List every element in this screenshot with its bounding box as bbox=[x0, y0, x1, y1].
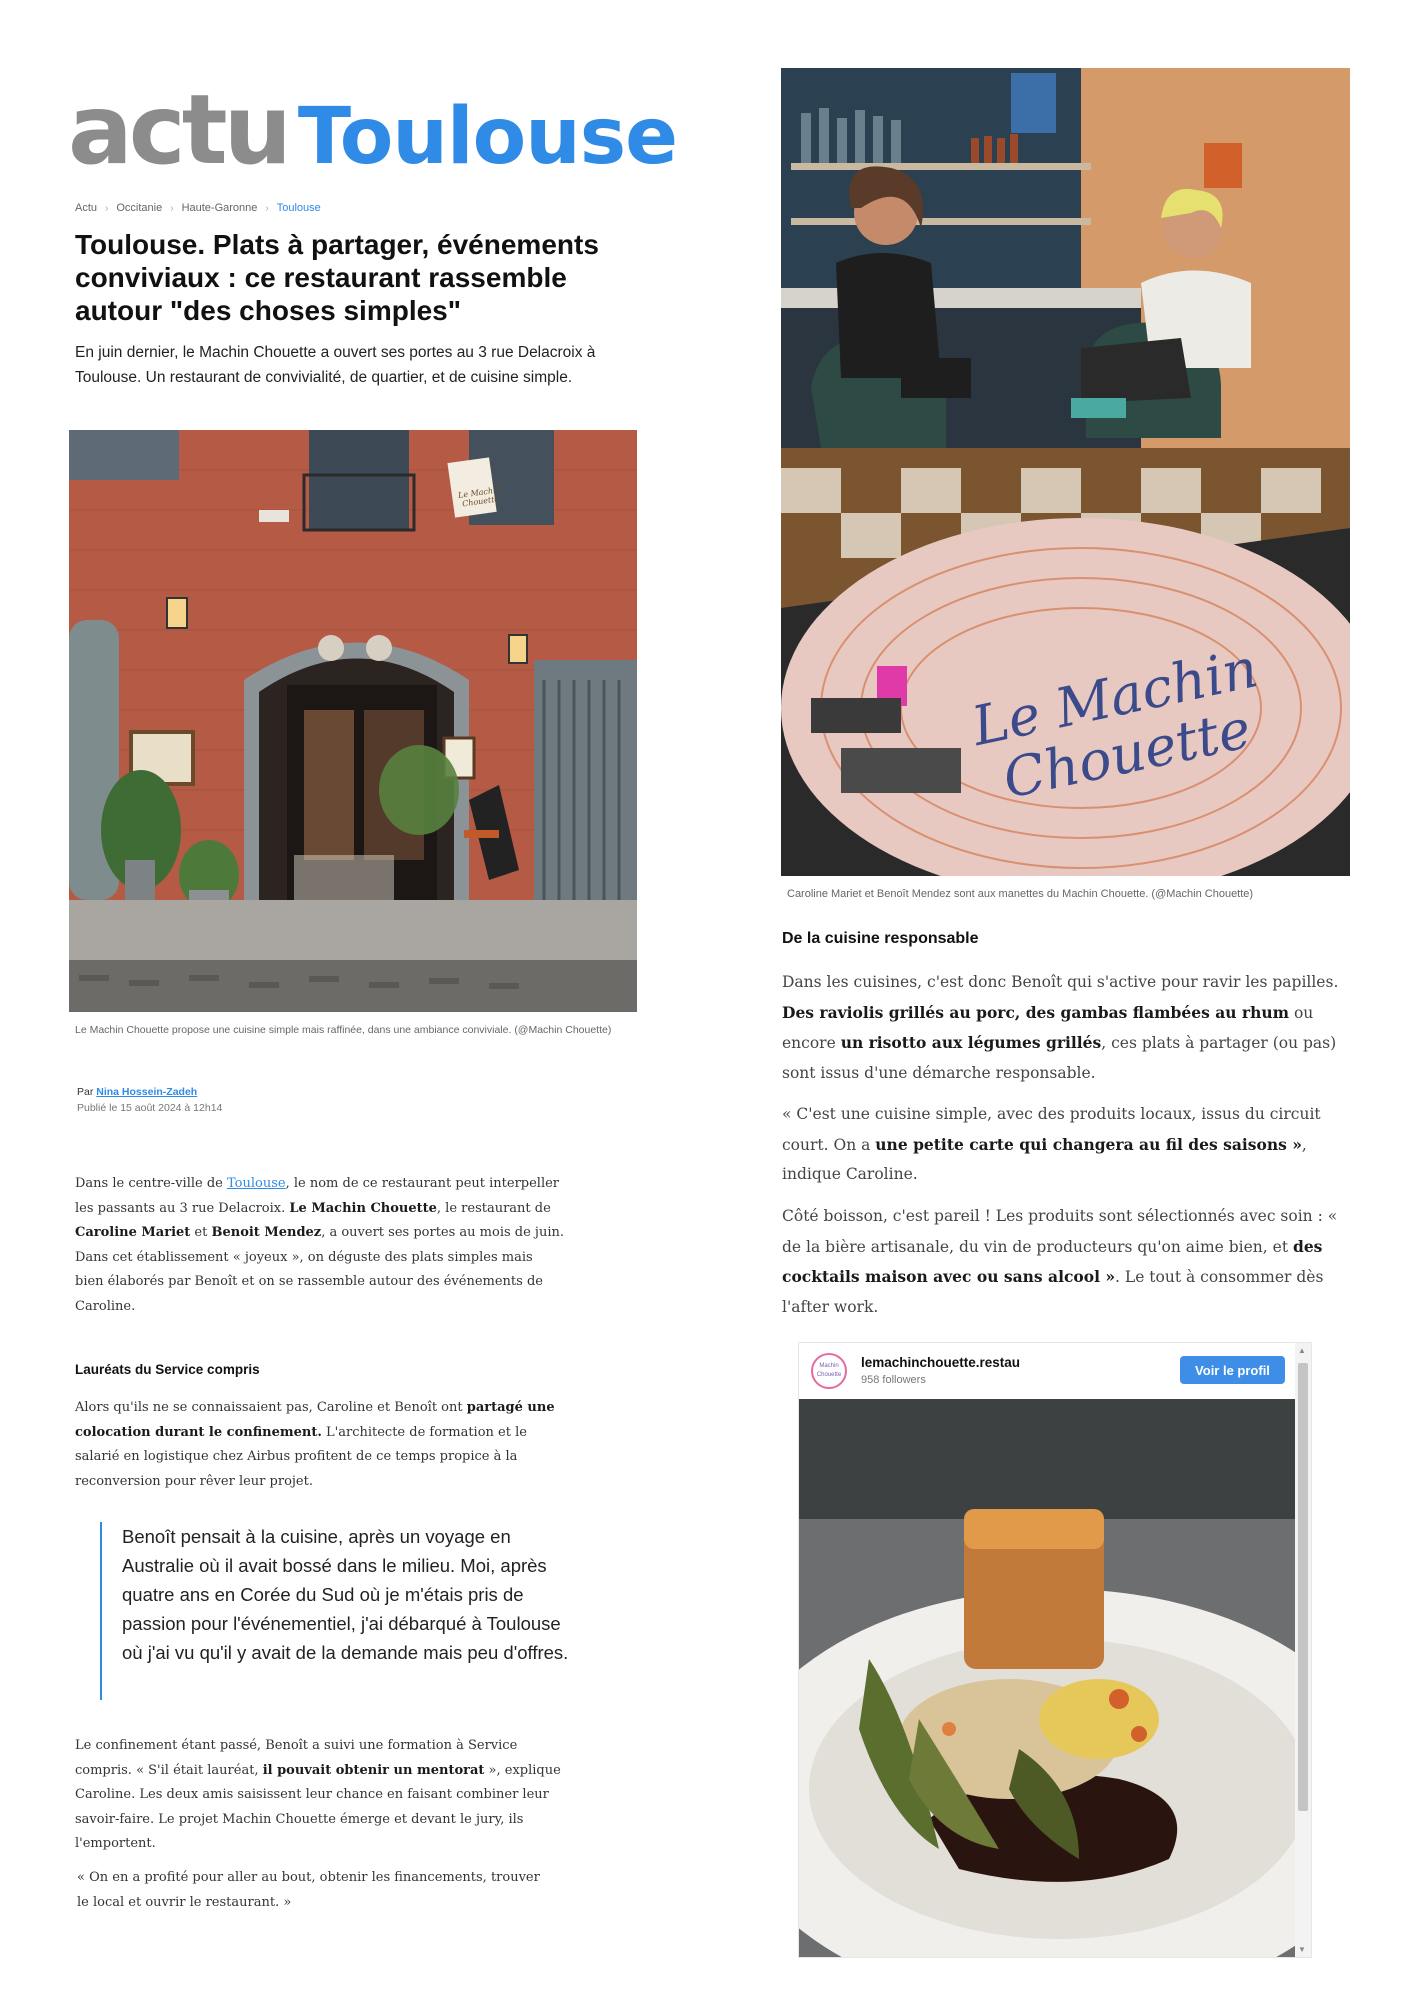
breadcrumb bbox=[75, 202, 321, 214]
site-logo[interactable] bbox=[68, 74, 678, 186]
instagram-username[interactable]: lemachinchouette.restau bbox=[861, 1355, 1021, 1370]
byline bbox=[77, 1084, 222, 1116]
chevron-right-icon: › bbox=[265, 202, 269, 214]
scroll-up-icon[interactable]: ▲ bbox=[1298, 1346, 1306, 1355]
view-profile-button[interactable]: Voir le profil bbox=[1180, 1356, 1285, 1384]
publish-date: Publié le 15 août 2024 à 12h14 bbox=[77, 1102, 223, 1114]
photo2-caption: Caroline Mariet et Benoît Mendez sont aux manettes du Machin Chouette. (@Machin Chouette) bbox=[787, 888, 1254, 900]
byline-prefix: Par bbox=[77, 1086, 94, 1098]
storefront-photo bbox=[69, 430, 637, 1012]
breadcrumb-item[interactable]: Haute-Garonne bbox=[181, 202, 258, 214]
breadcrumb-item[interactable]: Actu bbox=[75, 202, 98, 214]
instagram-scrollbar[interactable] bbox=[1295, 1343, 1311, 1957]
section-heading-cuisine: De la cuisine responsable bbox=[782, 930, 979, 947]
restaurant-logo-text: Le Machin Chouette bbox=[966, 636, 1264, 811]
paragraph-plats: Dans les cuisines, c'est donc Benoît qui s'active pour ravir les papilles. Des raviolis grillés au porc, des gambas flambées au rhum ou encore un risotto aux légumes grillés, ces plats à partager (ou pas) sont issus d'une démarche responsable. bbox=[782, 973, 1339, 1082]
scroll-down-icon[interactable]: ▼ bbox=[1298, 1945, 1306, 1954]
breadcrumb-item[interactable]: Occitanie bbox=[116, 202, 163, 214]
scrollbar-thumb[interactable] bbox=[1298, 1363, 1308, 1811]
owners-photo bbox=[781, 68, 1350, 876]
instagram-followers: 958 followers bbox=[861, 1374, 926, 1386]
author-link[interactable]: Nina Hossein-Zadeh bbox=[96, 1086, 198, 1098]
article-lead: En juin dernier, le Machin Chouette a ouvert ses portes au 3 rue Delacroix à Toulouse. Un restaurant de convivialité, de quartier, et de cuisine simple. bbox=[75, 344, 596, 386]
storefront-sign: Le Machin Chouette bbox=[457, 485, 502, 509]
paragraph-quote-end: « On en a profité pour aller au bout, obtenir les financements, trouver le local et ouvrir le restaurant. » bbox=[77, 1870, 540, 1910]
photo1-caption: Le Machin Chouette propose une cuisine simple mais raffinée, dans une ambiance conviviale. (@Machin Chouette) bbox=[75, 1024, 612, 1036]
instagram-post-image[interactable] bbox=[799, 1399, 1295, 1957]
logo-city: Toulouse bbox=[297, 92, 678, 182]
chevron-right-icon: › bbox=[170, 202, 174, 214]
section-heading-laureats: Lauréats du Service compris bbox=[75, 1362, 260, 1377]
paragraph-boisson: Côté boisson, c'est pareil ! Les produits sont sélectionnés avec soin : « de la bière artisanale, du vin de producteurs qu'on aime bien, et des cocktails maison avec ou sans alcool ». Le tout à consommer dès l'after work. bbox=[782, 1207, 1338, 1316]
paragraph-carte: « C'est une cuisine simple, avec des produits locaux, issus du circuit court. On a une petite carte qui changera au fil des saisons », indique Caroline. bbox=[782, 1105, 1321, 1183]
instagram-embed[interactable] bbox=[798, 1342, 1312, 1958]
chevron-right-icon: › bbox=[105, 202, 109, 214]
paragraph-mentorat: Le confinement étant passé, Benoît a suivi une formation à Service compris. « S'il était lauréat, il pouvait obtenir un mentorat », explique Caroline. Les deux amis saisissent leur chance en faisant combiner leur savoir-faire. Le projet Machin Chouette émerge et devant le jury, ils l'emportent. bbox=[75, 1738, 561, 1851]
logo-actu: actu bbox=[68, 74, 288, 186]
pull-quote: Benoît pensait à la cuisine, après un voyage en Australie où il avait bossé dans le milieu. Moi, après quatre ans en Corée du Sud où je m'étais pris de passion pour l'événementiel, j'ai débarqué à Toulouse où j'ai vu qu'il y avait de la demande mais peu d'offres. bbox=[100, 1522, 580, 1700]
instagram-avatar[interactable]: Machin Chouette bbox=[811, 1353, 847, 1389]
paragraph-intro: Dans le centre-ville de Toulouse, le nom de ce restaurant peut interpeller les passants au 3 rue Delacroix. Le Machin Chouette, le restaurant de Caroline Mariet et Benoit Mendez, a ouvert ses portes au mois de juin. Dans cet établissement « joyeux », on déguste des plats simples mais bien élaborés par Benoît et on se rassemble autour des événements de Caroline. bbox=[75, 1176, 564, 1314]
paragraph-colocation: Alors qu'ils ne se connaissaient pas, Caroline et Benoît ont partagé une colocation durant le confinement. L'architecte de formation et le salarié en logistique chez Airbus profitent de ce temps propice à la reconversion pour rêver leur projet. bbox=[75, 1400, 555, 1489]
instagram-header bbox=[799, 1343, 1295, 1399]
toulouse-link[interactable]: Toulouse bbox=[227, 1176, 286, 1191]
breadcrumb-item-current[interactable]: Toulouse bbox=[276, 202, 321, 214]
article-title: Toulouse. Plats à partager, événements conviviaux : ce restaurant rassemble autour "des choses simples" bbox=[75, 229, 599, 326]
